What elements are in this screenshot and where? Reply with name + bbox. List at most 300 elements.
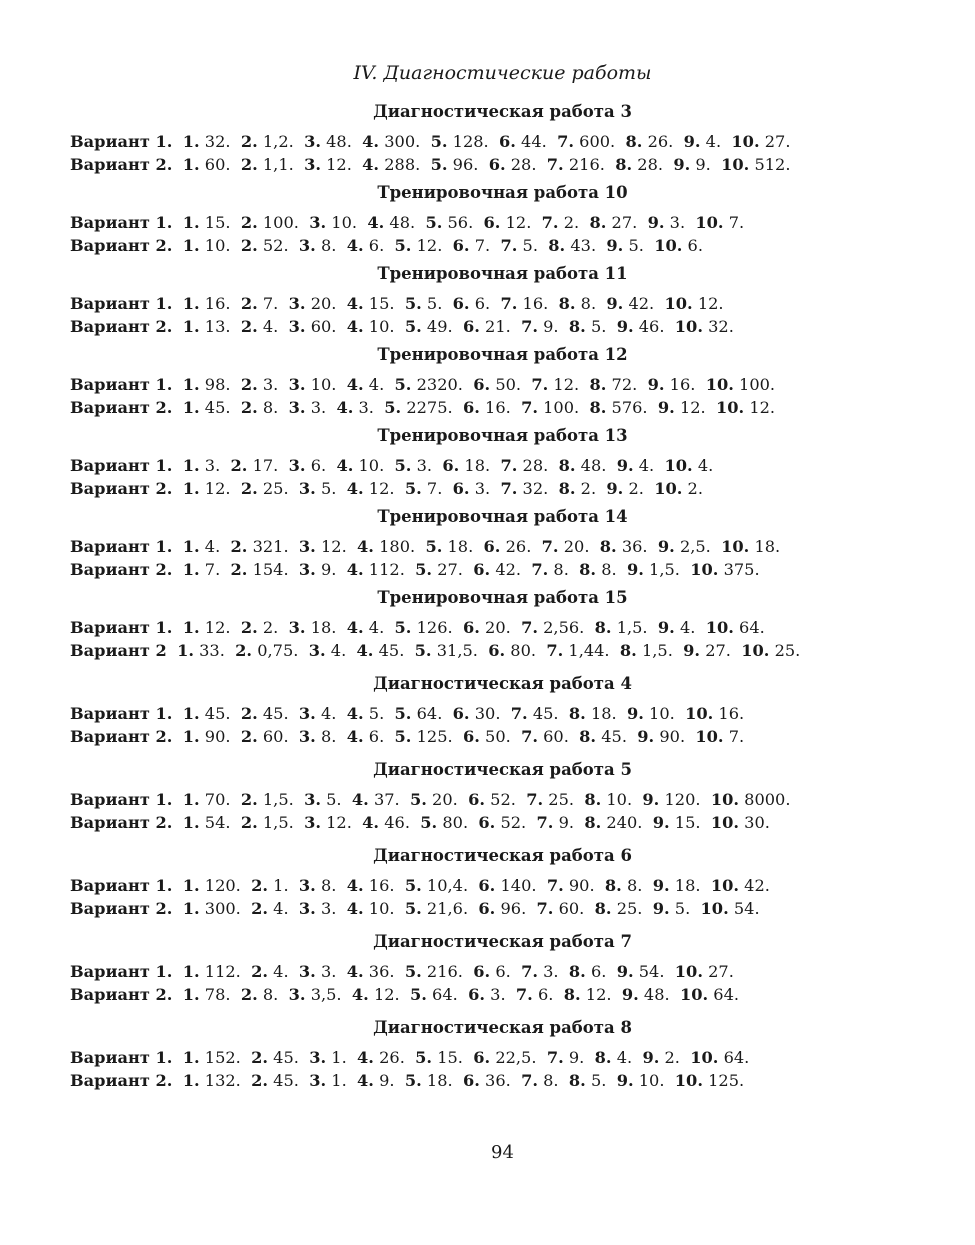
answer-value: 4. [273,962,289,981]
task-number: 7. [521,398,538,417]
answer-value: 3. [262,375,279,394]
task-number: 10. [690,560,719,579]
task-number: 4. [362,155,380,174]
task-number: 10. [731,132,760,151]
answer-value: 15. [437,1048,463,1067]
task-number: 7. [557,132,574,151]
answer-section [70,1018,905,1092]
task-number: 5. [414,641,432,660]
task-number: 5. [409,985,427,1004]
answer-section [70,674,905,748]
task-number: 7. [521,618,538,637]
task-number: 8. [594,899,612,918]
variant-label: Вариант 2. [70,727,173,746]
answer-value: 16. [204,294,231,313]
task-number: 5. [404,317,422,336]
task-number: 2. [240,317,258,336]
answer-value: 96. [500,899,527,918]
task-number: 1. [182,790,200,809]
task-number: 2. [240,213,258,232]
task-number: 8. [568,1071,586,1090]
answer-value: 12. [679,398,706,417]
answer-value: 2. [580,479,597,498]
answer-value: 5. [590,317,607,336]
task-number: 5. [404,1071,422,1090]
variant-label: Вариант 2. [70,155,173,174]
answer-value: 6. [368,236,385,255]
task-number: 2. [240,985,258,1004]
answer-value: 300. [384,132,421,151]
task-number: 3. [309,1071,327,1090]
task-number: 7. [536,899,554,918]
task-number: 2. [230,456,248,475]
task-number: 7. [531,560,549,579]
task-number: 9. [616,456,634,475]
task-number: 5. [394,727,412,746]
answer-value: 5. [522,236,538,255]
task-number: 10. [710,876,740,895]
task-number: 2. [240,479,258,498]
task-number: 9. [606,294,624,313]
task-number: 7. [526,790,544,809]
answer-value: 48. [389,213,416,232]
answer-value: 18. [464,456,491,475]
variant-label: Вариант 2. [70,1071,173,1090]
answer-value: 16. [718,704,745,723]
answer-value: 12. [326,155,352,174]
answer-value: 375. [723,560,760,579]
answer-value: 4. [697,456,714,475]
answer-value: 90. [204,727,231,746]
task-number: 3. [288,985,306,1004]
answer-value: 12. [373,985,400,1004]
answer-value: 27. [764,132,791,151]
task-number: 3. [298,876,316,895]
variant-label: Вариант 1. [70,375,173,394]
answer-value: 12. [697,294,724,313]
answer-value: 45. [273,1048,299,1067]
task-number: 10. [654,479,683,498]
variant-row [70,616,905,639]
answer-value: 70. [204,790,231,809]
task-number: 5. [430,132,448,151]
answer-value: 4. [638,456,655,475]
task-number: 2. [251,899,269,918]
variant-row [70,292,905,315]
answer-value: 4. [262,317,279,336]
task-number: 10. [664,456,693,475]
task-number: 7. [515,985,533,1004]
answer-value: 1. [273,876,289,895]
task-number: 1. [182,1048,200,1067]
task-number: 6. [473,1048,491,1067]
task-number: 4. [346,899,364,918]
answer-value: 15. [204,213,231,232]
answer-value: 45. [204,398,231,417]
answer-value: 45. [378,641,405,660]
task-number: 4. [336,398,354,417]
answer-value: 60. [262,727,289,746]
answer-value: 78. [204,985,231,1004]
task-number: 10. [685,704,714,723]
task-number: 4. [351,790,369,809]
task-number: 2. [240,132,258,151]
answer-section [70,507,905,581]
answer-value: 2. [687,479,703,498]
answer-value: 10. [310,375,337,394]
answer-value: 140. [500,876,537,895]
answer-value: 7. [262,294,279,313]
task-number: 10. [710,813,739,832]
answer-value: 18. [754,537,781,556]
task-number: 7. [541,213,559,232]
task-number: 5. [404,962,422,981]
answer-value: 64. [723,1048,750,1067]
answer-value: 28. [522,456,549,475]
answer-value: 1. [331,1071,347,1090]
task-number: 4. [362,813,380,832]
task-number: 3. [298,962,316,981]
variant-label: Вариант 1. [70,962,173,981]
task-number: 8. [604,876,622,895]
chapter-title: IV. Диагностические работы [353,62,652,84]
answer-value: 48. [580,456,607,475]
answer-value: 80. [510,641,537,660]
task-number: 7. [546,641,564,660]
task-number: 10. [715,398,745,417]
answer-value: 64. [432,985,458,1004]
task-number: 3. [288,317,306,336]
answer-value: 60. [558,899,585,918]
task-number: 6. [473,962,491,981]
answer-value: 6. [474,294,491,313]
answer-value: 154. [252,560,289,579]
task-number: 6. [478,813,496,832]
task-number: 10. [695,213,724,232]
answer-value: 60. [310,317,337,336]
answer-value: 3,5. [310,985,342,1004]
task-number: 7. [521,1071,538,1090]
task-number: 1. [182,618,200,637]
answer-value: 27. [708,962,734,981]
task-number: 1. [182,236,200,255]
task-number: 8. [563,985,581,1004]
variant-label: Вариант 2. [70,317,173,336]
task-number: 4. [346,479,364,498]
answer-value: 32. [708,317,734,336]
answer-value: 8. [320,876,337,895]
answer-value: 2320. [416,375,463,394]
task-number: 7. [521,727,538,746]
answer-value: 5. [674,899,691,918]
answer-value: 10. [649,704,675,723]
variant-label: Вариант 1. [70,456,173,475]
answer-value: 20. [563,537,590,556]
task-number: 1. [182,155,200,174]
task-number: 3. [298,537,316,556]
answer-value: 1,44. [568,641,610,660]
section-title: Диагностическая работа 5 [373,760,632,779]
answer-value: 8. [626,876,643,895]
answer-value: 42. [744,876,770,895]
answer-value: 52. [262,236,289,255]
answer-value: 22,5. [495,1048,537,1067]
task-number: 3. [304,813,321,832]
answer-value: 64. [739,618,765,637]
task-number: 9. [637,727,655,746]
task-number: 4. [346,962,364,981]
answer-value: 12. [505,213,532,232]
task-number: 9. [616,1071,634,1090]
task-number: 2. [240,618,258,637]
answer-value: 12. [204,618,231,637]
task-number: 6. [462,317,480,336]
answer-value: 18. [674,876,701,895]
answer-value: 20. [310,294,337,313]
answer-value: 45. [262,704,289,723]
task-number: 7. [500,236,518,255]
task-number: 9. [657,618,675,637]
answer-value: 28. [637,155,664,174]
answer-value: 1,1. [262,155,294,174]
variant-row [70,983,905,1006]
task-number: 6. [462,398,480,417]
answer-value: 26. [647,132,674,151]
answer-value: 5. [426,294,443,313]
answer-value: 28. [510,155,537,174]
task-number: 6. [452,236,470,255]
task-number: 1. [182,962,200,981]
variant-row [70,702,905,725]
answer-value: 300. [204,899,241,918]
answer-value: 0,75. [257,641,299,660]
answer-value: 10. [358,456,385,475]
answer-section [70,264,905,338]
answer-value: 50. [485,727,511,746]
answer-value: 64. [416,704,443,723]
answer-value: 98. [204,375,231,394]
task-number: 3. [308,641,326,660]
task-number: 2. [251,876,269,895]
task-number: 1. [182,398,200,417]
answer-value: 576. [611,398,648,417]
task-number: 9. [652,876,670,895]
answer-value: 8000. [744,790,791,809]
task-number: 9. [683,641,701,660]
task-number: 3. [309,1048,327,1067]
answer-value: 10. [638,1071,665,1090]
answer-value: 8. [601,560,617,579]
task-number: 4. [336,456,354,475]
answer-value: 3. [358,398,374,417]
task-number: 7. [521,317,538,336]
answer-value: 54. [638,962,665,981]
task-number: 2. [240,236,258,255]
answer-value: 50. [495,375,522,394]
answer-value: 25. [262,479,289,498]
task-number: 1. [182,704,200,723]
variant-row [70,874,905,897]
task-number: 2. [251,1048,269,1067]
answer-value: 48. [326,132,352,151]
answer-value: 321. [252,537,289,556]
task-number: 9. [642,1048,660,1067]
task-number: 1. [182,560,200,579]
answer-value: 1,2. [262,132,294,151]
task-number: 5. [415,1048,433,1067]
task-number: 6. [483,213,501,232]
answer-value: 9. [543,317,559,336]
task-number: 3. [304,790,321,809]
task-number: 6. [478,899,496,918]
task-number: 5. [394,704,412,723]
answer-value: 2275. [406,398,453,417]
task-number: 8. [594,618,612,637]
section-title: Тренировочная работа 11 [377,264,628,283]
answer-value: 20. [432,790,458,809]
answer-value: 4. [273,899,289,918]
task-number: 7. [546,155,564,174]
answer-value: 16. [522,294,549,313]
task-number: 9. [626,704,644,723]
answer-value: 43. [570,236,597,255]
answer-value: 8. [262,398,279,417]
answer-value: 36. [485,1071,511,1090]
answer-value: 60. [204,155,231,174]
answer-value: 3. [320,899,337,918]
task-number: 5. [404,899,422,918]
variant-label: Вариант 1. [70,213,173,232]
answer-value: 42. [495,560,522,579]
task-number: 8. [589,375,607,394]
answer-value: 52. [500,813,527,832]
answer-value: 20. [485,618,511,637]
task-number: 2. [251,962,269,981]
task-number: 9. [657,537,675,556]
task-number: 5. [420,813,438,832]
answer-value: 21,6. [426,899,469,918]
answer-value: 21. [485,317,511,336]
task-number: 1. [182,213,200,232]
answer-value: 4. [368,375,385,394]
answer-section [70,426,905,500]
task-number: 4. [346,876,364,895]
answer-value: 120. [664,790,701,809]
task-number: 3. [298,560,316,579]
task-number: 10. [695,727,724,746]
answer-value: 4. [705,132,722,151]
task-number: 10. [700,899,729,918]
task-number: 3. [288,375,306,394]
answer-value: 8. [320,236,337,255]
section-title: Тренировочная работа 12 [377,345,628,364]
answer-value: 6. [687,236,703,255]
task-number: 2. [240,155,258,174]
task-number: 10. [705,375,734,394]
variant-row [70,811,905,834]
task-number: 4. [367,213,385,232]
answer-value: 1,5. [641,641,673,660]
task-number: 5. [425,537,443,556]
answer-value: 25. [616,899,643,918]
task-number: 1. [182,727,200,746]
task-number: 9. [616,317,634,336]
task-number: 8. [589,398,607,417]
task-number: 6. [462,727,480,746]
task-number: 6. [483,537,501,556]
section-title: Тренировочная работа 14 [377,507,628,526]
task-number: 8. [619,641,637,660]
task-number: 3. [288,618,306,637]
answer-value: 27. [611,213,638,232]
answer-section [70,932,905,1006]
task-number: 3. [298,727,316,746]
task-number: 9. [673,155,691,174]
answer-value: 2,56. [543,618,585,637]
task-number: 4. [346,317,364,336]
answer-value: 5. [628,236,644,255]
answer-value: 80. [442,813,469,832]
answer-value: 12. [204,479,231,498]
task-number: 2. [240,813,258,832]
task-number: 6. [488,155,506,174]
answer-value: 15. [674,813,701,832]
variant-label: Вариант 2. [70,560,173,579]
answer-value: 4. [679,618,696,637]
answer-value: 54. [204,813,231,832]
variant-label: Вариант 2. [70,236,173,255]
task-number: 6. [478,876,496,895]
answer-value: 7. [426,479,443,498]
answer-value: 4. [330,641,347,660]
task-number: 9. [616,962,634,981]
task-number: 3. [288,294,306,313]
task-number: 1. [182,294,200,313]
task-number: 6. [473,560,491,579]
answer-value: 2. [262,618,279,637]
answer-value: 30. [744,813,770,832]
answer-value: 3. [474,479,491,498]
variant-row [70,960,905,983]
task-number: 5. [404,876,422,895]
answer-value: 7. [728,213,745,232]
answer-value: 216. [568,155,605,174]
answer-value: 15. [368,294,395,313]
answer-value: 100. [262,213,299,232]
variant-row [70,211,905,234]
answer-value: 10. [368,899,395,918]
answer-value: 45. [204,704,231,723]
answer-value: 3. [320,962,337,981]
answer-value: 4. [204,537,221,556]
task-number: 7. [500,456,518,475]
task-number: 2. [240,727,258,746]
answer-value: 27. [705,641,731,660]
variant-row [70,477,905,500]
task-number: 6. [473,375,491,394]
answer-section [70,345,905,419]
answer-value: 36. [368,962,395,981]
task-number: 8. [584,813,602,832]
task-number: 5. [409,790,427,809]
task-number: 1. [182,317,200,336]
task-number: 4. [351,985,369,1004]
answer-value: 3. [669,213,686,232]
task-number: 2. [230,537,248,556]
task-number: 7. [510,704,528,723]
answer-value: 2,5. [679,537,711,556]
task-number: 8. [594,1048,612,1067]
